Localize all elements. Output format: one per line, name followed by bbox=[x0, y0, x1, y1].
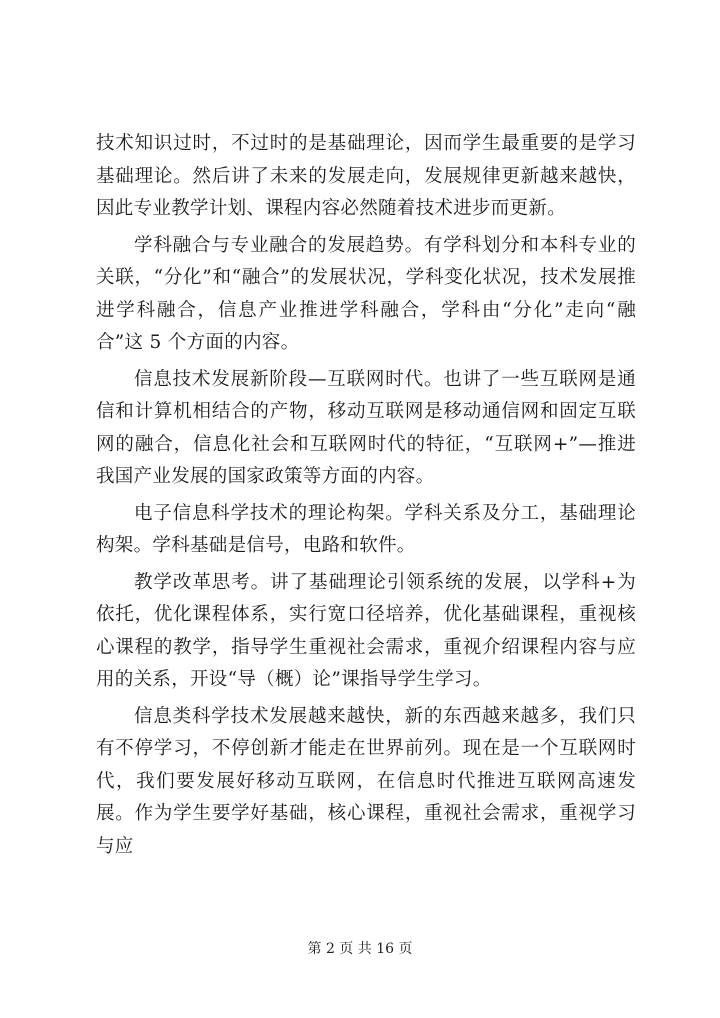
document-body bbox=[96, 128, 636, 863]
page-number-footer: 第 2 页 共 16 页 bbox=[307, 941, 413, 957]
paragraph-continuation: 技术知识过时，不过时的是基础理论，因而学生最重要的是学习基础理论。然后讲了未来的发展走向，发展规律更新越来越快，因此专业教学计划、课程内容必然随着技术进步而更新。 bbox=[96, 133, 636, 219]
paragraph-theory-framework: 电子信息科学技术的理论构架。学科关系及分工，基础理论构架。学科基础是信号，电路和软件。 bbox=[96, 502, 636, 556]
paragraph-conclusion: 信息类科学技术发展越来越快，新的东西越来越多，我们只有不停学习，不停创新才能走在世界前列。现在是一个互联网时代，我们要发展好移动互联网，在信息时代推进互联网高速发展。作为学生要学好基础，核心课程，重视社会需求，重视学习与应 bbox=[96, 705, 636, 857]
paragraph-internet-era: 信息技术发展新阶段—互联网时代。也讲了一些互联网是通信和计算机相结合的产物，移动互联网是移动通信网和固定互联网的融合，信息化社会和互联网时代的特征，“互联网+”—推进我国产业发展的国家政策等方面的内容。 bbox=[96, 368, 636, 487]
paragraph-teaching-reform: 教学改革思考。讲了基础理论引领系统的发展，以学科+为依托，优化课程体系，实行宽口径培养，优化基础课程，重视核心课程的教学，指导学生重视社会需求，重视介绍课程内容与应用的关系，开设“导（概）论”课指导学生学习。 bbox=[96, 571, 636, 690]
paragraph-discipline-fusion: 学科融合与专业融合的发展趋势。有学科划分和本科专业的关联，“分化”和“融合”的发展状况，学科变化状况，技术发展推进学科融合，信息产业推进学科融合，学科由“分化”走向“融合”这 5 个方面的内容。 bbox=[96, 234, 636, 353]
